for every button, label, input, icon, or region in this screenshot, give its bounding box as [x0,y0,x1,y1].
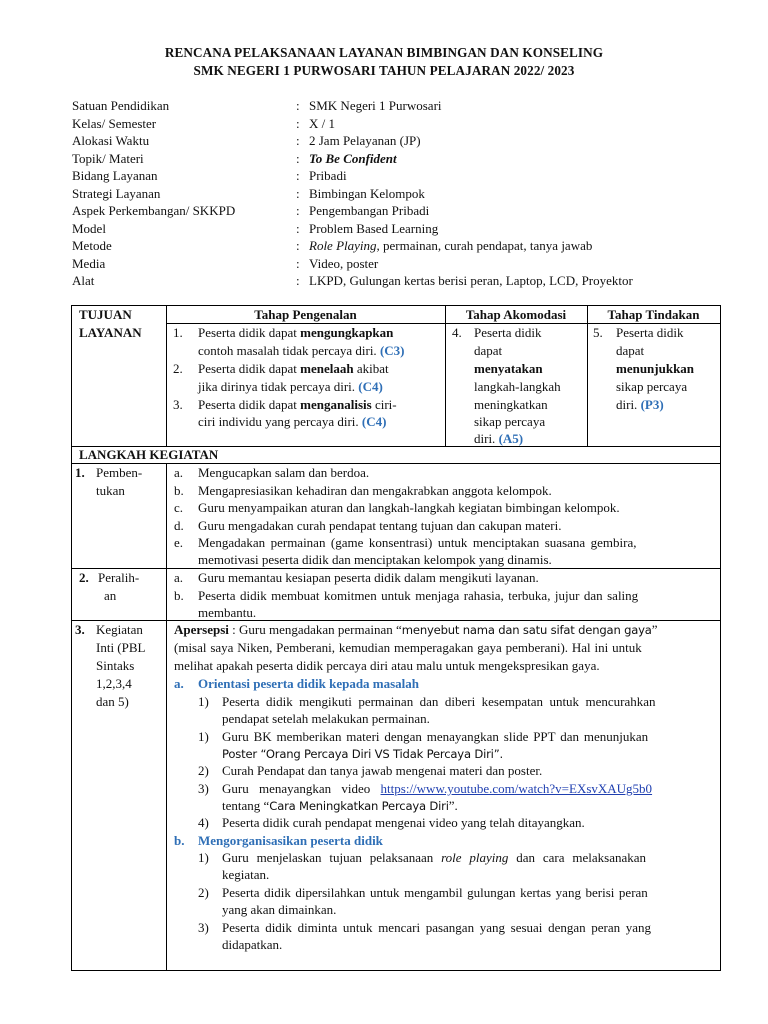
meta-colon: : [296,98,300,113]
step-letter: c. [174,500,184,515]
item-line [198,413,386,431]
substep-text: Guru menayangkan video [222,781,381,796]
substep-text: Peserta didik diminta untuk mencari pasangan yang sesuai dengan peran yang [222,920,652,935]
substep-number: 1) [198,694,209,709]
stage-label: an [104,588,117,603]
substep-text: tentang “ [222,798,270,813]
section-title-langkah: LANGKAH KEGIATAN [79,447,219,462]
item-keyword: menelaah [300,361,354,376]
substep-line [222,780,652,798]
substep-italic: role playing [441,850,509,865]
meta-colon: : [296,203,300,218]
item-text: Peserta didik dapat [198,397,301,412]
substep-number: 3) [198,920,209,935]
meta-value-rest: permainan, curah pendapat, tanya jawab [379,238,593,253]
item-line [198,378,383,396]
meta-colon: : [296,185,300,201]
video-title: Cara Meningkatkan Percaya Diri [269,799,449,813]
substep-text: ”. [493,747,503,761]
meta-value: LKPD, Gulungan kertas berisi peran, Laptop, LCD, Proyektor [309,273,633,288]
substep-text: kegiatan. [222,867,270,882]
substep-number: 1) [198,850,209,865]
step-letter: b. [174,588,184,603]
table-divider [166,305,167,446]
meta-value: 2 Jam Pelayanan (JP) [309,133,421,148]
competency-code: (P3) [640,397,664,412]
substep-text: dan cara melaksanakan [508,850,647,865]
item-number: 4. [452,325,462,340]
step-text: memotivasi peserta didik dan menciptakan kelompok yang dinamis. [198,552,552,567]
step-letter: a. [174,570,184,585]
apersepsi-text: : Guru mengadakan permainan “ [228,622,402,637]
apersepsi-label: Apersepsi [174,622,229,637]
step-text: Guru mengadakan curah pendapat tentang tujuan dan cakupan materi. [198,518,562,533]
meta-value: SMK Negeri 1 Purwosari [309,98,442,113]
substep-text: ”. [448,798,458,813]
item-text: langkah-langkah [474,379,561,394]
meta-label: Media [72,255,106,271]
meta-row-satuan [72,97,722,115]
item-text: dapat [616,343,645,358]
item-text: ciri individu yang percaya diri. [198,414,362,429]
item-keyword: menyatakan [474,361,543,376]
meta-colon: : [296,133,300,148]
substep-text: Poster “ [222,747,266,761]
apersepsi-text: ” [651,622,658,637]
step-letter: e. [174,535,184,550]
substep-text: Peserta didik dipersilahkan untuk mengambil gulungan kertas yang berisi peran [222,885,648,900]
meta-value: Video, poster [309,255,379,271]
item-text: ciri- [371,397,397,412]
item-text: sikap percaya [616,379,688,394]
substep-text: Peserta didik curah pendapat mengenai video yang telah ditayangkan. [222,815,585,830]
item-line [198,324,393,342]
apersepsi-game-name: menyebut nama dan satu sifat dengan gaya [401,623,652,637]
meta-value: Pengembangan Pribadi [309,203,430,218]
meta-row-aspek [72,202,722,220]
meta-colon: : [296,238,300,253]
item-text: Peserta didik dapat [198,325,301,340]
item-keyword: menunjukkan [616,361,695,376]
substep-text: yang akan dimainkan. [222,902,337,917]
item-text: dapat [474,343,503,358]
substep-number: 2) [198,885,209,900]
item-text: sikap percaya [474,414,546,429]
stage-label: 1,2,3,4 [96,676,132,691]
meta-label: Alokasi Waktu [72,133,150,148]
meta-row-metode [72,237,722,255]
step-letter: b. [174,483,184,498]
step-letter: a. [174,465,184,480]
section-letter: a. [174,676,184,691]
stage-label: Pemben- [96,465,143,480]
item-number: 5. [593,325,603,340]
meta-colon: : [296,220,300,236]
meta-row-alat [72,272,722,290]
table-divider [166,463,167,971]
identity-section [72,97,722,290]
apersepsi-line [174,621,658,640]
item-text: contoh masalah tidak percaya diri. [198,343,380,358]
item-line [616,396,664,414]
item-keyword: menganalisis [300,397,372,412]
stage-label: Peralih- [98,570,140,585]
step-text: Peserta didik membuat komitmen untuk menjaga rahasia, terbuka, jujur dan saling [198,588,639,603]
meta-value [309,237,592,255]
competency-code: (C4) [361,414,387,429]
stage-number: 3. [75,622,85,637]
item-text: diri. [474,431,499,446]
meta-label: Model [72,220,106,236]
meta-label: Alat [72,273,95,288]
meta-colon: : [296,273,300,288]
meta-colon: : [296,150,300,166]
section-letter: b. [174,833,185,848]
header-tahap-tindakan: Tahap Tindakan [607,307,700,322]
meta-value: Pribadi [309,168,347,183]
meta-label: Satuan Pendidikan [72,98,170,113]
substep-text: Guru menjelaskan tujuan pelaksanaan [222,850,442,865]
document-title-line1: RENCANA PELAKSANAAN LAYANAN BIMBINGAN DAN KONSELING [164,45,604,60]
meta-value: X / 1 [309,115,335,131]
substep-text: Peserta didik mengikuti permainan dan diberi kesempatan untuk mencurahkan [222,694,656,709]
step-text: Mengadakan permainan (game konsentrasi) untuk menciptakan suasana gembira, [198,535,637,550]
item-text: akibat [353,361,389,376]
meta-row-alokasi [72,132,722,150]
step-text: Guru menyampaikan aturan dan langkah-langkah kegiatan bimbingan kelompok. [198,500,620,515]
section-title-mengorganisasikan: Mengorganisasikan peserta didik [198,833,383,848]
table-border-bottom [71,970,721,971]
stage-number: 2. [79,570,89,585]
step-text: Mengucapkan salam dan berdoa. [198,465,370,480]
competency-code: (C4) [358,379,383,394]
meta-value: To Be Confident [309,150,397,166]
meta-row-bidang [72,167,722,185]
substep-line [222,797,458,816]
item-keyword: mengungkapkan [300,325,394,340]
substep-text: pendapat setelah melakukan permainan. [222,711,430,726]
meta-label: Metode [72,238,112,253]
meta-row-strategi [72,185,722,203]
step-text: Mengapresiasikan kehadiran dan mengakrabkan anggota kelompok. [198,483,552,498]
header-tahap-akomodasi: Tahap Akomodasi [465,307,567,322]
substep-text: didapatkan. [222,937,283,952]
item-line [198,342,404,360]
item-number: 2. [173,361,183,376]
item-text: Peserta didik dapat [198,361,301,376]
step-letter: d. [174,518,184,533]
meta-value-italic: Role Playing, [309,238,380,253]
meta-colon: : [296,255,300,271]
stage-label: Sintaks [96,658,135,673]
item-number: 3. [173,397,183,412]
meta-row-kelas [72,115,722,133]
stage-label: dan 5) [96,694,129,709]
tujuan-label-line2: LAYANAN [79,325,142,340]
item-text: meningkatkan [474,397,548,412]
poster-title: Orang Percaya Diri VS Tidak Percaya Diri [265,747,494,761]
step-text: membantu. [198,605,257,620]
stage-label: Kegiatan [96,622,143,637]
meta-label: Strategi Layanan [72,185,161,201]
section-title-orientasi: Orientasi peserta didik kepada masalah [198,676,420,691]
meta-colon: : [296,115,300,131]
meta-label: Bidang Layanan [72,168,158,183]
substep-number: 3) [198,781,209,796]
item-text: diri. [616,397,641,412]
substep-text: Guru BK memberikan materi dengan menayangkan slide PPT dan menunjukan [222,729,649,744]
item-line [198,360,389,378]
stage-label: tukan [96,483,125,498]
stage-number: 1. [75,465,85,480]
meta-label: Aspek Perkembangan/ SKKPD [72,203,236,218]
meta-label: Kelas/ Semester [72,115,157,131]
meta-label: Topik/ Materi [72,150,144,166]
substep-number: 2) [198,763,209,778]
item-text: Peserta didik [474,325,542,340]
youtube-video-link[interactable]: https://www.youtube.com/watch?v=EXsvXAUg5b0 [380,781,653,796]
competency-code: (C3) [379,343,405,358]
item-line [474,430,523,448]
table-border-left [71,305,72,971]
item-text: Peserta didik [616,325,684,340]
stage-label: Inti (PBL [96,640,146,655]
substep-text: Curah Pendapat dan tanya jawab mengenai materi dan poster. [222,763,543,778]
step-text: Guru memantau kesiapan peserta didik dalam mengikuti layanan. [198,570,539,585]
substep-line [222,745,503,764]
table-divider [587,305,588,446]
table-divider [445,305,446,446]
tujuan-label-line1: TUJUAN [79,307,132,322]
meta-value: Problem Based Learning [309,220,439,236]
apersepsi-text: melihat apakah peserta didik percaya diri atau malu untuk mengekspresikan gaya. [174,658,600,673]
item-number: 1. [173,325,183,340]
meta-row-model [72,220,722,238]
document-title-line2: SMK NEGERI 1 PURWOSARI TAHUN PELAJARAN 2022/ 2023 [193,63,575,78]
meta-colon: : [296,168,300,183]
substep-number: 4) [198,815,209,830]
table-border-right [720,305,721,971]
header-tahap-pengenalan: Tahap Pengenalan [254,307,357,322]
meta-value: Bimbingan Kelompok [309,185,425,201]
substep-line [222,849,646,867]
meta-row-topik [72,150,722,168]
item-text: jika dirinya tidak percaya diri. [198,379,359,394]
item-line [198,396,397,414]
competency-code: (A5) [498,431,524,446]
meta-row-media [72,255,722,273]
substep-number: 1) [198,729,209,744]
apersepsi-text: (misal saya Niken, Pemberani, kemudian memperagakan gaya pemberani). Hal ini untuk [174,640,642,655]
